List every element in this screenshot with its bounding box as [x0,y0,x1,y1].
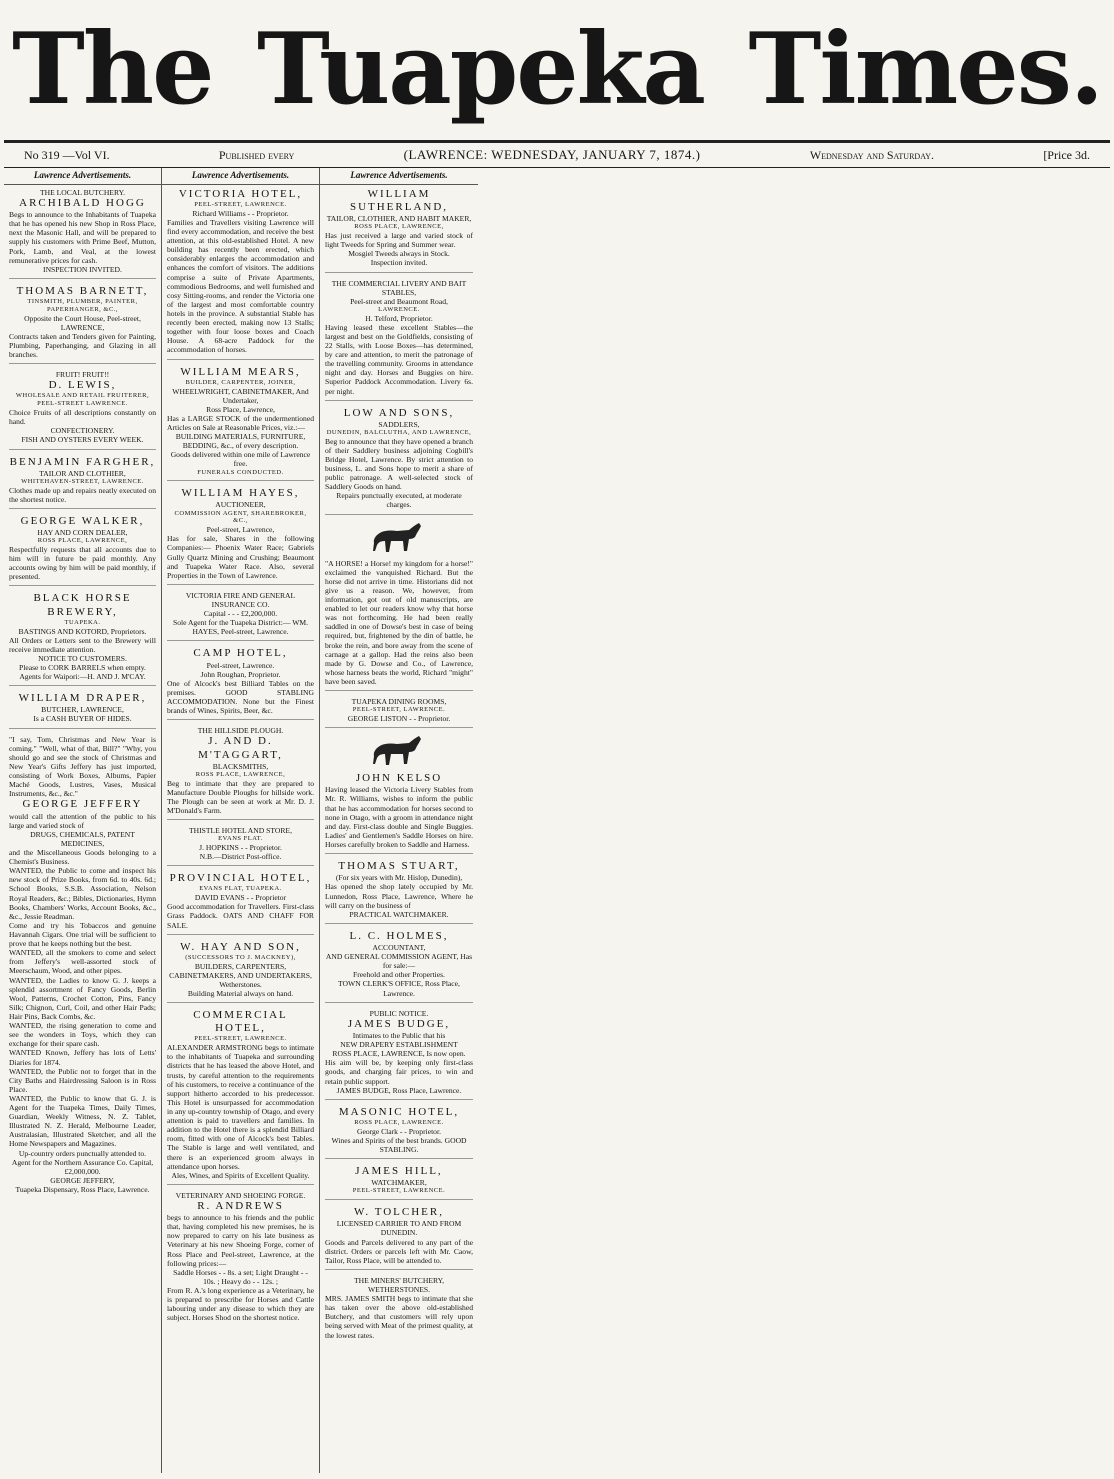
masthead-word-tuapeka: Tuapeka [257,12,704,127]
ad-low-and-sons [325,407,473,515]
advertiser-name: THE MINERS' BUTCHERY, WETHERSTONES. [353,1275,445,1294]
ad-location: PEEL-STREET, LAWRENCE. [352,706,446,714]
ad-trade: TAILOR, CLOTHIER, AND HABIT MAKER, [326,214,472,224]
ad-body: Good accommodation for Travellers. First-class Grass Paddock. OATS AND CHAFF FOR SALE. [167,902,314,930]
ad-l-c-holmes [325,930,473,1003]
ad-proprietor: H. Telford, Proprietor. [365,313,433,323]
ad-trade: DRUGS, CHEMICALS, PATENT MEDICINES, [30,829,135,848]
ad-trade: BLACKSMITHS, [212,761,269,771]
ad-thomas-stuart [325,860,473,924]
ad-note: Goods delivered within one mile of Lawrence free. [170,450,311,469]
ad-william-hayes [167,487,314,585]
ad-benjamin-fargher [9,456,156,509]
ad-camp-hotel [167,647,314,720]
issue-date: (LAWRENCE: WEDNESDAY, JANUARY 7, 1874.) [403,147,701,162]
ad-title: FRUIT! FRUIT!! [55,370,110,380]
ad-note: FUNERALS CONDUCTED. [197,468,284,476]
issue-line [4,143,1110,167]
ad-trade: WHEELWRIGHT, CABINETMAKER, And Undertaker, [172,386,309,405]
advertiser-name: WILLIAM MEARS, [180,365,301,378]
horse-illustration [369,521,429,555]
ad-w-hay-and-son [167,941,314,1003]
ad-location: Peel-street, Lawrence, [206,525,275,535]
ad-trade: TINSMITH, PLUMBER, PAINTER, PAPERHANGER, &C., [27,298,138,313]
ad-w-tolcher [325,1206,473,1270]
ad-wanted: WANTED, the Public not to forget that in the City Baths and Hairdressing Saloon is in Ross Place. [9,1066,156,1094]
ad-location: ROSS PLACE, LAWRENCE, Is now open. [332,1049,466,1059]
ad-wanted: WANTED Known, Jeffery has lots of Letts' Diaries for 1874. [9,1048,156,1067]
ad-george-walker [9,515,156,587]
ad-location: ROSS PLACE, LAWRENCE, [195,770,286,778]
ad-location: Opposite the Court House, Peel-street, LAWRENCE, [24,313,141,332]
ad-body: Contracts taken and Tenders given for Painting, Plumbing, Paperhanging, and Glazing in all branches. [9,331,156,360]
ad-john-kelso [325,734,473,854]
advertiser-name: VICTORIA FIRE AND GENERAL INSURANCE CO. [185,590,296,609]
ad-trade: TAILOR AND CLOTHIER, [39,468,126,478]
ad-body: Come and try his Tobaccos and genuine Havannah Cigars. One trial will be sufficient to prove that he keeps nothing but the best. [9,920,156,949]
ad-body: All Orders or Letters sent to the Brewery will receive immediate attention. [9,635,156,654]
ad-william-mears [167,366,314,482]
issue-price: [Price 3d. [1043,147,1090,162]
masthead-word-the: The [12,12,213,127]
advertiser-name: D. LEWIS, [48,379,117,392]
ad-note: Is a CASH BUYER OF HIDES. [33,714,132,724]
ad-note: Agents for Waipori:—H. AND J. M'CAY. [19,672,146,682]
ad-tuapeka-dining-rooms [325,697,473,728]
ad-trade: AND GENERAL COMMISSION AGENT, Has for sale:— [325,952,473,971]
ad-note: Ales, Wines, and Spirits of Excellent Quality. [171,1170,310,1180]
ad-body: Goods and Parcels delivered to any part of the district. Orders or parcels left with Mr. Caow, Tailor, Ross Place, will be attended to. [325,1237,473,1265]
advertiser-name: BLACK HORSE BREWERY, [33,592,132,618]
ad-d-lewis [9,370,156,449]
column-1 [4,168,162,1473]
column-heading: Lawrence Advertisements. [320,168,478,185]
ad-body: would call the attention of the public to his large and varied stock of [9,811,156,830]
ad-body: Having leased the Victoria Livery Stables from Mr. R. Williams, wishes to inform the public that he has accommodation for horses second to none in Otago, with a groom in attendance night and day. First-class double and Single Buggies. Ladies' and Gentlemen's Saddle Horses on hire. Horses carefully broken to Saddle and Harness. [325,785,473,849]
ad-masonic-hotel [325,1106,473,1159]
column-heading: Lawrence Advertisements. [4,168,161,185]
advertiser-name: R. ANDREWS [197,1199,284,1212]
ad-capital: Capital - - - £2,200,000. [203,609,278,619]
ad-note: Repairs punctually executed, at moderate charges. [336,491,462,510]
column-2 [162,168,320,1473]
ad-body: Intimates to the Public that his [352,1030,446,1040]
advertiser-name: W. HAY AND SON, [180,940,301,953]
ad-body: Families and Travellers visiting Lawrence will find every accommodation, and receive the best attention, at this old-established Hotel. A new building has recently been erected, which considerably enlarges the accommodation and enhances the comfort of visitors. The additions comprise a suite of Private Apartments, commodious Bedrooms, and well furnished and cosy Sitting-rooms, and render the Victoria one of the largest and most comfortable country hotels in the province. A substantial Stable has recently been erected, making now 13 Stalls; together with four loose boxes and Coach House. A 68-acre Paddock for the accommodation of horses. [167,217,314,355]
ad-wanted: WANTED, the rising generation to come and see the wonders in Toys, which they can exchange for their spare cash. [9,1021,156,1049]
ad-body: Has for sale, Shares in the following Companies:— Phoenix Water Race; Gabriels Gully Quartz Mining and Crushing; Beaumont and Tuapeka Water Race. Also, several Properties in the Town of Lawrence. [167,534,314,580]
ad-location: PEEL-STREET, LAWRENCE. [194,1035,287,1043]
ad-wanted: WANTED, the Ladies to know G. J. keeps a splendid assortment of Fancy Goods, Berlin Wool, Patterns, Crochet Cotton, Pins, Fancy Silk; Chignon, Curl, Coil, and other Hair Pads; Hair Pins, Back Combs, &c. [9,975,156,1021]
ad-trade: ACCOUNTANT, [372,943,426,953]
ad-body: and the Miscellaneous Goods belonging to a Chemist's Business. [9,847,156,867]
ad-trade: HAY AND CORN DEALER, [37,528,128,538]
ad-note: N.B.—District Post-office. [199,852,282,862]
ad-trade: AUCTIONEER, [215,500,266,510]
ad-body: Begs to announce to the Inhabitants of Tuapeka that he has opened his new Shop in Ross Place, next the Masonic Hall, and will be prepared to supply his customers with Prime Beef, Mutton, Pork, Lamb, and Veal, at the lowest remunerative prices for cash. [9,210,156,265]
advertiser-name: J. AND D. M'TAGGART, [198,735,283,761]
ad-location: ROSS PLACE, LAWRENCE, [354,223,444,231]
ad-note: CONFECTIONERY. [50,426,115,436]
ad-trade: LICENSED CARRIER TO AND FROM DUNEDIN. [336,1219,462,1238]
ad-trade: (For six years with Mr. Hislop, Dunedin), [335,873,463,883]
ad-location: Peel-street and Beaumont Road, [350,296,448,306]
ad-title: THE HILLSIDE PLOUGH. [197,726,284,736]
ad-proprietor: George Clark - - Proprietor. [356,1126,441,1136]
ad-trade: PRACTICAL WATCHMAKER. [349,909,449,919]
advertiser-name: JAMES BUDGE, [347,1017,451,1030]
ad-location: TUAPEKA. [64,618,101,626]
ad-body: Freehold and other Properties. [353,970,445,980]
column-3 [320,168,478,1473]
advertiser-name: L. C. HOLMES, [349,929,449,942]
ad-location: Peel-street, Lawrence. [206,660,275,670]
ad-location: WHITEHAVEN-STREET, LAWRENCE. [21,477,144,485]
ad-location: PEEL-STREET, LAWRENCE. [194,200,287,208]
ad-location: ROSS PLACE, LAWRENCE. [354,1118,444,1126]
ad-body: His aim will be, by keeping only first-class goods, and charging fair prices, to win and retain public support. [325,1058,473,1086]
ad-provincial-hotel [167,872,314,934]
advertiser-name: MASONIC HOTEL, [338,1105,460,1118]
columns [4,168,1110,1473]
advertiser-name: THOMAS STUART, [338,860,460,873]
ad-body: Has opened the shop lately occupied by Mr. Lunnedon, Ross Place, Lawrence, Where he will carry on the business of [325,882,473,910]
ad-victoria-hotel [167,188,314,360]
ad-note: Inspection invited. [370,258,428,268]
ad-trade: COMMISSION AGENT, SHAREBROKER, &C., [174,509,307,525]
ad-location: PEEL-STREET, LAWRENCE. [352,1187,446,1195]
ad-william-draper [9,692,156,728]
advertiser-name: ARCHIBALD HOGG [19,196,146,209]
ad-body: One of Alcock's best Billiard Tables on the premises. GOOD STABLING ACCOMMODATION. None but the Finest brands of Wines, Spirits, Beer, &c. [167,678,314,716]
ad-title: THE LOCAL BUTCHERY. [39,187,125,197]
advertiser-name: WILLIAM HAYES, [181,487,300,500]
advertiser-name: WILLIAM SUTHERLAND, [349,187,449,213]
ad-commercial-hotel [167,1009,314,1185]
ad-wanted: WANTED, all the smokers to come and select from Jeffery's well-assorted stock of Meerschaum, Wood, and other pipes. [9,948,156,976]
ad-items: BUILDING MATERIALS, FURNITURE, BEDDING, &c., of every description. [175,432,306,451]
ad-thomas-barnett [9,285,156,364]
ad-note: Up-country orders punctually attended to. [18,1148,147,1158]
ad-trade: NEW DRAPERY ESTABLISHMENT [340,1040,458,1050]
advertiser-name: THOMAS BARNETT, [16,284,149,297]
ad-proprietor: BASTINGS AND KOTORD, Proprietors. [18,626,147,636]
ad-r-andrews [167,1191,314,1327]
ad-location: DUNEDIN, BALCLUTHA, AND LAWRENCE, [326,428,472,436]
advertiser-name: CAMP HOTEL, [193,647,288,660]
ad-commercial-livery [325,279,473,401]
advertiser-name: TUAPEKA DINING ROOMS, [351,697,447,707]
ad-wanted: WANTED, the Public to come and inspect his new stock of Prize Books, from 6d. to 40s. 6d.; School Books, S.S.B. Association, Nelson Royal Readers, &c.; Bibles, Dictionaries, Hymn Books, Chambers' Works, Account Books, &c., &c., Jessie Readman. [9,866,156,921]
ad-james-hill [325,1165,473,1200]
ad-location: EVANS FLAT. [218,835,263,843]
masthead-word-times: Times. [748,12,1102,127]
column-heading: Lawrence Advertisements. [162,168,319,185]
ad-body: "A HORSE! a Horse! my kingdom for a horse!" exclaimed the vanquished Richard. But the horse did not arrive in time. Historians did not give us a reason. We, however, from information, got out of old manuscripts, are enabled to let our readers know why that horse was not forthcoming. He had been really saddled in one of Dowse's best in case of being required, but, frightened by the din of battle, he broke the rein, and bore away from the scene of carnage at a gallop. Had the reins also been made by G. Dowse and Co., of Lawrence, whose harness beats the world, Richard "might" have been saved. [325,558,473,687]
ad-note: FISH AND OYSTERS EVERY WEEK. [21,435,144,445]
advertiser-name: W. TOLCHER, [354,1206,444,1219]
ad-signature: GEORGE JEFFERY, [50,1175,115,1185]
ad-body: From R. A.'s long experience as a Veterinary, he is prepared to prescribe for Horses and Cattle labouring under any disease to which they are subject. Horses Shod on the shortest notice. [167,1286,314,1323]
ad-proprietor: J. HOPKINS - - Proprietor. [199,842,282,852]
ad-body: Beg to announce that they have opened a branch of their Saddlery business adjoining Cogbill's Bridge Hotel, Lawrence. By strict attention to business, L. and Sons hope to merit a share of public patronage. A well-selected stock of Saddlery Goods on hand. [325,436,473,492]
ad-body: Has a LARGE STOCK of the undermentioned Articles on Sale at Reasonable Prices, viz.:— [167,413,314,432]
ad-body: Respectfully requests that all accounts due to him will in future be paid monthly. Any accounts owing by him will be paid monthly, if presented. [9,544,156,582]
advertiser-name: GEORGE JEFFERY [22,798,143,811]
advertiser-name: THE COMMERCIAL LIVERY AND BAIT STABLES, [331,278,467,297]
ad-dowse-harness [325,521,473,692]
advertiser-name: COMMERCIAL HOTEL, [193,1009,288,1035]
ad-title: NOTICE TO CUSTOMERS. [38,653,127,663]
ad-trade: BUTCHER, LAWRENCE, [41,705,124,715]
ad-body: MRS. JAMES SMITH begs to intimate that she has taken over the above old-established Butchery, and that customers will rely upon being served with Meat of the primest quality, at the lowest rates. [325,1294,473,1340]
advertiser-name: VICTORIA HOTEL, [178,187,303,200]
ad-proprietor: John Roughan, Proprietor. [200,669,281,679]
ad-george-jeffery [9,735,156,1199]
ad-victoria-fire-insurance [167,591,314,642]
ad-miners-butchery [325,1276,473,1344]
ad-black-horse-brewery [9,592,156,686]
ad-trade: WATCHMAKER, [371,1178,427,1188]
ad-body: Choice Fruits of all descriptions constantly on hand. [9,408,156,427]
advertiser-name: GEORGE WALKER, [20,514,145,527]
ad-note: INSPECTION INVITED. [43,264,122,274]
advertiser-name: JAMES HILL, [355,1165,443,1178]
ad-signature-location: Tuapeka Dispensary, Ross Place, Lawrence. [15,1185,150,1195]
ad-body: Beg to intimate that they are prepared to Manufacture Double Ploughs for hillside work. The Plough can be seen at work at Mr. D. J. M'Donald's Farm. [167,778,314,815]
ad-proprietor: Richard Williams - - Proprietor. [192,208,289,218]
ad-local-butchery [9,188,156,279]
ad-body: Clothes made up and repairs neatly executed on the shortest notice. [9,485,156,504]
ad-location: LAWRENCE. [378,305,420,313]
ad-location: ROSS PLACE, LAWRENCE, [37,537,128,545]
ad-note: Mosgiel Tweeds always in Stock. [348,249,450,259]
ad-agent: Sole Agent for the Tuapeka District:— WM. HAYES, Peel-street, Lawrence. [172,618,309,637]
ad-signature: JAMES BUDGE, Ross Place, Lawrence. [336,1085,462,1095]
ad-wanted: WANTED, the Public to know that G. J. is Agent for the Tuapeka Times, Daily Times, Guardian, Weekly Witness, N. Z. Tablet, Illustrated N. Z. Herald, Melbourne Leader, Australasian, Illustrated Sketcher, and all the Home Newspapers and Magazines. [9,1093,156,1149]
ad-trade: BUILDER, CARPENTER, JOINER, [185,378,296,386]
ad-location: Ross Place, Lawrence, [206,404,275,414]
ad-title: PUBLIC NOTICE. [369,1008,429,1018]
horse-illustration [369,734,429,768]
advertiser-name: PROVINCIAL HOTEL, [169,872,312,885]
ad-location: TOWN CLERK'S OFFICE, Ross Place, Lawrence. [338,979,460,998]
ad-price-list: Saddle Horses - - 8s. a set; Light Draught - - 10s. ; Heavy do - - 12s. ; [173,1267,308,1286]
advertiser-name: LOW AND SONS, [343,406,455,419]
ad-location: EVANS FLAT, TUAPEKA. [199,885,282,893]
ad-trade: WHOLESALE AND RETAIL FRUITERER, PEEL-STREET LAWRENCE. [15,392,150,408]
ad-mtaggart [167,726,314,820]
ad-body: ALEXANDER ARMSTRONG begs to intimate to the inhabitants of Tuapeka and surrounding districts that he has leased the above Hotel, and trusts, by careful attention to the requirements of his customers, to receive a continuance of the support hitherto accorded to his predecessor. This Hotel is unsurpassed for accommodation in any up-country township of Otago, and every attention is paid to travellers and families. In addition to the Hotel there is a splendid Billiard room, fitted with one of Alcock's best Tables. The Stable is large and well ventilated, and there is an experienced groom always in attendance upon horses. [167,1043,314,1171]
ad-body: Wines and Spirits of the best brands. GOOD STABLING. [331,1135,467,1154]
advertiser-name: BENJAMIN FARGHER, [9,455,156,468]
ad-body: Please to CORK BARRELS when empty. [19,662,146,672]
ad-william-sutherland [325,188,473,273]
masthead [4,0,1110,140]
advertiser-name: WILLIAM DRAPER, [18,692,147,705]
advertiser-name: THISTLE HOTEL AND STORE, [189,826,292,836]
issue-number: No 319 —Vol VI. [24,147,110,162]
published-every: Published every [218,147,295,162]
ad-james-budge [325,1009,473,1100]
ad-thistle-hotel [167,826,314,866]
ad-note: Agent for the Northern Assurance Co. Capital, £2,000,000. [11,1157,154,1176]
ad-trade: (SUCCESSORS TO J. MACKNEY), [185,953,296,961]
ad-proprietor: DAVID EVANS - - Proprietor [194,893,287,903]
ad-body: Has just received a large and varied stock of light Tweeds for Spring and Summer wear. [325,231,473,250]
ad-body: "I say, Tom, Christmas and New Year is coming." "Well, what of that, Bill?" "Why, you should go and see the stock of Christmas and New Year's Gifts Jeffery has just imported, consisting of Work Boxes, Albums, Papier Maché Goods, Lustres, Vases, Musical Instruments, &c., &c." [9,734,156,799]
ad-note: Building Material always on hand. [187,988,294,998]
ad-title: VETERINARY AND SHOEING FORGE. [175,1190,306,1200]
ad-proprietor: GEORGE LISTON - - Proprietor. [347,714,451,724]
publication-days: Wednesday and Saturday. [809,147,935,162]
ad-trade: BUILDERS, CARPENTERS, CABINETMAKERS, AND UNDERTAKERS, Wetherstones. [169,961,312,989]
ad-body: Having leased these excellent Stables—the largest and best on the Goldfields, consisting of 22 Stalls, with Loose Boxes—has determined, by care and attention, to merit the patronage of the travelling community. Grooms in attendance night and day. Horses and Buggies on hire. Superior Paddock Accommodation. Livery 6s. per night. [325,322,473,396]
ad-trade: SADDLERS, [378,419,420,429]
ad-body: begs to announce to his friends and the public that, having completed his new premises, he is now prepared to carry on his late business as Veterinary at his new Shoeing Forge, corner of Ross Place and Peel-street, Lawrence, at the following prices:— [167,1213,314,1268]
advertiser-name: JOHN KELSO [355,772,443,785]
newspaper-page [4,0,1110,1479]
